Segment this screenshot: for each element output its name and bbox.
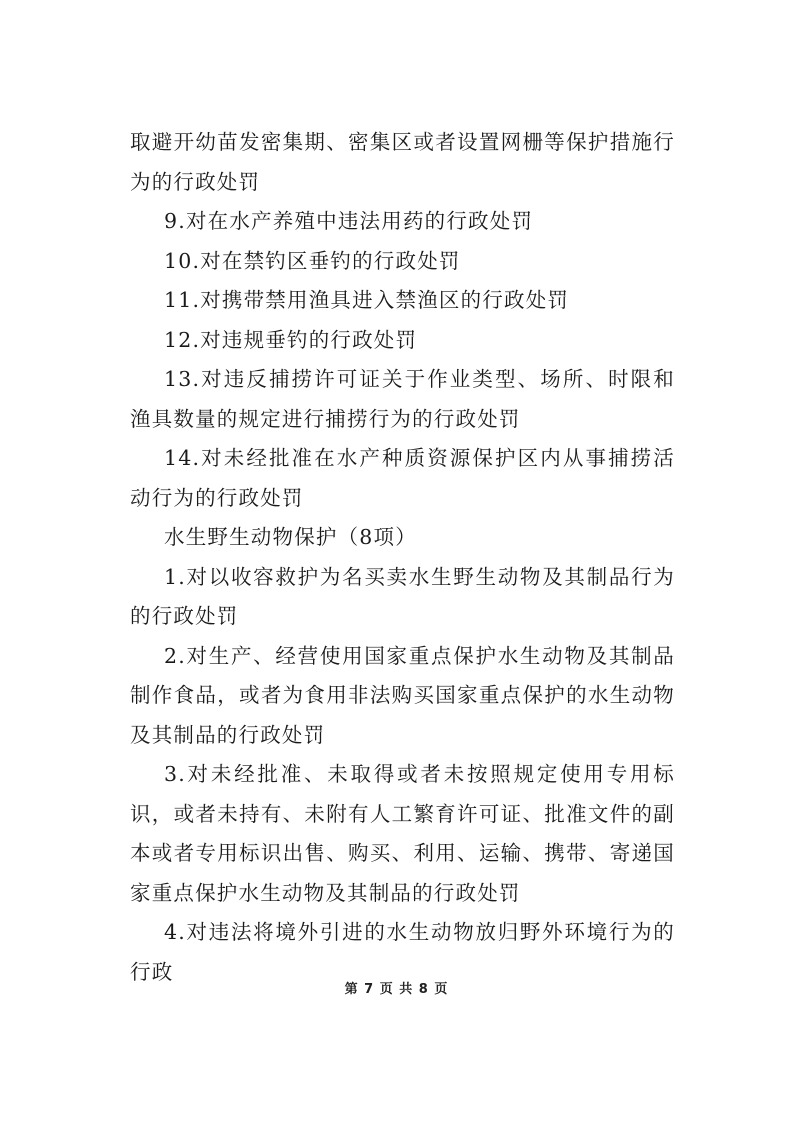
paragraph: 1.对以收容救护为名买卖水生野生动物及其制品行为的行政处罚: [130, 564, 675, 628]
paragraph: 4.对违法将境外引进的水生动物放归野外环境行为的行政: [130, 920, 675, 984]
paragraph: 13.对违反捕捞许可证关于作业类型、场所、时限和渔具数量的规定进行捕捞行为的行政处罚: [130, 367, 675, 431]
paragraph: 9.对在水产养殖中违法用药的行政处罚: [164, 209, 534, 233]
paragraph: 12.对违规垂钓的行政处罚: [164, 327, 418, 352]
document-body: [130, 123, 675, 992]
paragraph: 2.对生产、经营使用国家重点保护水生动物及其制品制作食品，或者为食用非法购买国家重点保护的水生动物及其制品的行政处罚: [130, 643, 675, 747]
section-heading: 水生野生动物保护（8项）: [164, 525, 417, 549]
paragraph: 3.对未经批准、未取得或者未按照规定使用专用标识，或者未持有、未附有人工繁育许可证、批准文件的副本或者专用标识出售、购买、利用、运输、携带、寄递国家重点保护水生动物及其制品的行政处罚: [130, 762, 675, 905]
paragraph: 14.对未经批准在水产种质资源保护区内从事捕捞活动行为的行政处罚: [130, 446, 675, 510]
page-number-footer: 第 7 页 共 8 页: [344, 982, 449, 997]
paragraph: 取避开幼苗发密集期、密集区或者设置网栅等保护措施行为的行政处罚: [130, 130, 675, 194]
paragraph: 10.对在禁钓区垂钓的行政处罚: [164, 248, 461, 273]
paragraph: 11.对携带禁用渔具进入禁渔区的行政处罚: [164, 288, 570, 312]
